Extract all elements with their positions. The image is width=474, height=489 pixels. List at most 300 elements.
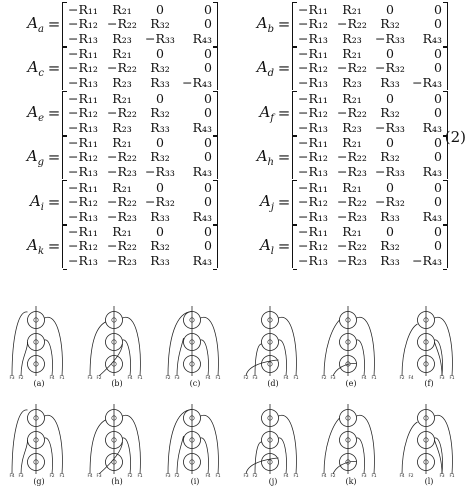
matrix-entry: R₃₃ <box>380 74 400 90</box>
matrix-entry: −R₃₃ <box>375 119 405 135</box>
matrix-entry: 0 <box>204 1 212 17</box>
matrix-subscript: j <box>270 201 274 213</box>
equals-sign: = <box>277 15 291 33</box>
matrix-row <box>67 224 213 239</box>
equals-sign: = <box>47 104 61 122</box>
tendon <box>357 340 365 376</box>
tendon-label: F2 <box>408 473 414 478</box>
equals-sign: = <box>277 104 291 122</box>
tendon-label: F3 <box>174 375 180 380</box>
matrix-entry: −R₁₁ <box>298 45 328 61</box>
matrix-entry: −R₂₂ <box>107 16 137 32</box>
matrix-row <box>67 31 213 46</box>
tendon-label: F2 <box>399 375 405 380</box>
panel-label: (b) <box>111 379 123 388</box>
matrix-entry: R₃₃ <box>380 208 400 224</box>
matrix-entry: 0 <box>434 238 442 254</box>
equals-sign: = <box>47 15 61 33</box>
matrix-entry: −R₂₃ <box>107 208 137 224</box>
tendon-label: F1 <box>293 375 299 380</box>
matrix-symbol: A <box>26 146 38 165</box>
tendon-label: F4 <box>399 473 405 478</box>
matrix-name <box>230 58 276 79</box>
matrix-entry: −R₁₂ <box>298 238 328 254</box>
matrix-subscript: h <box>267 156 274 168</box>
tendon-label: F1 <box>59 473 65 478</box>
routing-diagram <box>320 396 382 478</box>
matrix-brackets <box>292 46 448 90</box>
matrix-row <box>297 224 443 239</box>
matrix-brackets <box>62 2 218 46</box>
tendon-label: F3 <box>439 375 445 380</box>
tendon <box>45 415 63 474</box>
matrix-entry: 0 <box>156 223 164 239</box>
matrix-row <box>67 150 213 165</box>
matrix-entry: R₄₃ <box>192 252 212 268</box>
tendon-label: F3 <box>96 473 102 478</box>
matrix-brackets <box>292 180 448 224</box>
tendon-label: F3 <box>252 375 258 380</box>
matrix-entry: R₂₁ <box>342 134 362 150</box>
matrix-entry: R₃₂ <box>150 105 170 121</box>
matrix-entry: 0 <box>434 45 442 61</box>
matrix-entry: −R₁₃ <box>68 163 98 179</box>
tendon <box>279 317 297 376</box>
matrix-entry: R₃₂ <box>380 16 400 32</box>
matrix-entry: −R₁₁ <box>298 134 328 150</box>
tendon <box>45 340 53 376</box>
matrix-entry: 0 <box>386 134 394 150</box>
matrix-entry: −R₁₃ <box>68 74 98 90</box>
tendon <box>357 438 365 474</box>
tendon <box>21 342 28 376</box>
matrix-entry: R₂₁ <box>112 45 132 61</box>
equals-sign: = <box>47 148 61 166</box>
matrix-name <box>0 14 46 35</box>
tendon-label: F1 <box>293 473 299 478</box>
matrix-g <box>0 135 218 179</box>
matrix-entry: −R₁₃ <box>68 208 98 224</box>
matrix-entry: −R₁₂ <box>68 105 98 121</box>
routing-diagram <box>86 298 148 380</box>
matrix-a <box>0 2 218 46</box>
matrix-subscript: g <box>37 156 44 168</box>
tendon-label: F4 <box>9 473 15 478</box>
matrix-entry: R₂₃ <box>342 30 362 46</box>
matrix-d <box>230 46 448 90</box>
matrix-row <box>67 2 213 17</box>
tendon <box>177 436 184 474</box>
matrix-entry: −R₁₃ <box>298 74 328 90</box>
matrix-symbol: A <box>29 191 41 210</box>
panel-label: (j) <box>268 477 278 486</box>
matrix-subscript: e <box>38 112 44 124</box>
tendon <box>168 410 192 475</box>
matrix-entry: −R₂₃ <box>337 252 367 268</box>
matrix-symbol: A <box>27 102 39 121</box>
tendon <box>168 312 192 377</box>
matrix-row <box>297 120 443 135</box>
tendon-label: F4 <box>205 375 211 380</box>
matrix-entry: 0 <box>386 45 394 61</box>
matrix-entry: R₄₃ <box>422 30 442 46</box>
matrix-entry: −R₂₂ <box>107 194 137 210</box>
tendon-label: F3 <box>243 473 249 478</box>
matrix-entry: 0 <box>204 223 212 239</box>
matrix-entry: R₄₃ <box>422 119 442 135</box>
matrix-entry: 0 <box>156 90 164 106</box>
matrix-brackets <box>62 224 218 268</box>
routing-panel <box>164 396 226 489</box>
tendon-label: F2 <box>321 375 327 380</box>
matrix-entry: 0 <box>434 1 442 17</box>
matrix-entry: 0 <box>156 45 164 61</box>
matrix-row <box>67 17 213 32</box>
matrix-entry: −R₁₁ <box>68 45 98 61</box>
matrix-entry: R₂₃ <box>342 119 362 135</box>
matrix-entry: R₃₂ <box>150 16 170 32</box>
matrix-entry: R₂₁ <box>112 1 132 17</box>
tendon-label: F2 <box>243 375 249 380</box>
routing-diagram <box>398 298 460 380</box>
matrix-entry: −R₁₃ <box>298 252 328 268</box>
tendon-label: F4 <box>283 375 289 380</box>
matrix-symbol: A <box>256 13 268 32</box>
matrix-entry: R₃₃ <box>380 252 400 268</box>
matrix-entry: −R₃₃ <box>375 30 405 46</box>
routing-diagram <box>242 298 304 380</box>
matrix-name <box>0 147 46 168</box>
matrix-entry: −R₂₃ <box>107 163 137 179</box>
matrix-entry: 0 <box>204 105 212 121</box>
matrix-entry: −R₁₃ <box>298 208 328 224</box>
matrix-entry: −R₁₁ <box>68 179 98 195</box>
matrix-symbol: A <box>27 57 39 76</box>
matrix-entry: −R₂₂ <box>107 105 137 121</box>
tendon <box>255 442 262 474</box>
matrix-subscript: l <box>270 245 274 257</box>
matrix-entry: 0 <box>386 179 394 195</box>
tendon <box>12 312 28 376</box>
matrix-row <box>67 180 213 195</box>
routing-panel <box>320 396 382 489</box>
matrix-row <box>297 239 443 254</box>
matrix-entry: −R₁₁ <box>298 1 328 17</box>
matrix-name <box>230 14 276 35</box>
matrix-subscript: a <box>38 23 44 35</box>
tendon <box>123 340 131 376</box>
panel-label: (f) <box>424 379 434 388</box>
matrix-entry: −R₃₂ <box>145 194 175 210</box>
matrix-entry: 0 <box>204 179 212 195</box>
matrix-entry: R₃₂ <box>150 60 170 76</box>
tendon-label: F1 <box>449 473 455 478</box>
tendon <box>201 438 209 474</box>
matrix-entry: 0 <box>386 1 394 17</box>
matrix-entry: −R₁₂ <box>68 194 98 210</box>
tendon <box>279 340 287 376</box>
tendon-label: F2 <box>252 473 258 478</box>
routing-diagram <box>320 298 382 380</box>
matrix-entry: −R₁₃ <box>298 30 328 46</box>
matrix-entry: R₂₃ <box>112 30 132 46</box>
tendon-label: F3 <box>9 375 15 380</box>
matrix-entry: R₂₁ <box>342 223 362 239</box>
matrix-entry: 0 <box>204 238 212 254</box>
matrix-entry: 0 <box>204 194 212 210</box>
tendon-label: F1 <box>215 375 221 380</box>
matrix-name <box>230 236 276 257</box>
panel-label: (h) <box>111 477 123 486</box>
tendon-label: F4 <box>127 375 133 380</box>
matrix-row <box>297 91 443 106</box>
matrix-entry: 0 <box>204 16 212 32</box>
matrix-row <box>297 195 443 210</box>
matrix-symbol: A <box>260 191 271 210</box>
matrix-entry: −R₁₁ <box>298 223 328 239</box>
matrix-entry: R₂₁ <box>112 179 132 195</box>
tendon <box>435 342 443 376</box>
matrix-entry: R₃₂ <box>150 149 170 165</box>
tendon-label: F1 <box>59 375 65 380</box>
matrix-entry: −R₂₂ <box>337 60 367 76</box>
matrix-entry: −R₄₃ <box>182 74 212 90</box>
matrix-entry: R₄₃ <box>192 208 212 224</box>
matrix-entry: 0 <box>204 134 212 150</box>
matrix-entry: −R₁₂ <box>68 60 98 76</box>
tendon <box>123 317 141 376</box>
matrix-brackets <box>292 2 448 46</box>
routing-panel <box>8 298 70 393</box>
tendon <box>357 415 375 474</box>
tendon-label: F3 <box>330 375 336 380</box>
matrix-entry: R₂₁ <box>342 1 362 17</box>
matrix-symbol: A <box>27 13 39 32</box>
panel-label: (l) <box>424 477 434 486</box>
matrix-entry: R₃₃ <box>150 119 170 135</box>
matrix-entry: −R₁₂ <box>298 194 328 210</box>
routing-panel <box>86 298 148 393</box>
matrix-entry: −R₁₁ <box>298 179 328 195</box>
equals-sign: = <box>277 148 291 166</box>
matrix-row <box>67 91 213 106</box>
matrix-h <box>230 135 448 179</box>
matrix-entry: 0 <box>204 149 212 165</box>
matrix-row <box>297 75 443 90</box>
matrix-entry: −R₃₂ <box>375 60 405 76</box>
matrix-entry: −R₃₃ <box>145 30 175 46</box>
matrix-entry: −R₂₃ <box>107 252 137 268</box>
tendon-label: F2 <box>330 473 336 478</box>
matrix-entry: −R₁₂ <box>68 149 98 165</box>
tendon <box>201 317 219 376</box>
tendon-label: F3 <box>87 375 93 380</box>
matrix-name <box>230 147 276 168</box>
matrix-row <box>67 46 213 61</box>
tendon-label: F1 <box>371 473 377 478</box>
matrix-entry: 0 <box>386 223 394 239</box>
matrix-entry: −R₁₂ <box>298 16 328 32</box>
routing-diagram <box>164 396 226 478</box>
routing-diagram <box>8 396 70 478</box>
matrix-entry: −R₃₃ <box>375 163 405 179</box>
matrix-subscript: d <box>267 67 274 79</box>
routing-panel <box>86 396 148 489</box>
matrix-row <box>297 135 443 150</box>
tendon <box>45 438 53 474</box>
matrix-b <box>230 2 448 46</box>
matrix-row <box>67 61 213 76</box>
tendon <box>201 340 209 376</box>
matrix-entry: 0 <box>434 194 442 210</box>
matrix-name <box>0 236 46 257</box>
tendon-label: F2 <box>96 375 102 380</box>
routing-panel <box>398 396 460 489</box>
matrix-symbol: A <box>27 235 38 254</box>
matrix-entry: −R₁₃ <box>298 119 328 135</box>
equation-number: (2) <box>444 128 466 146</box>
matrix-entry: −R₃₃ <box>145 163 175 179</box>
panel-label: (a) <box>33 379 45 388</box>
matrix-entry: R₃₃ <box>150 252 170 268</box>
matrix-name <box>230 192 276 213</box>
matrix-row <box>297 180 443 195</box>
equals-sign: = <box>47 193 61 211</box>
matrix-entry: R₄₃ <box>192 30 212 46</box>
tendon-label: F2 <box>174 473 180 478</box>
matrix-entry: −R₂₂ <box>337 194 367 210</box>
matrix-k <box>0 224 218 268</box>
matrix-l <box>230 224 448 268</box>
matrix-entry: 0 <box>204 45 212 61</box>
matrix-entry: −R₁₁ <box>68 134 98 150</box>
tendon <box>279 415 297 474</box>
routing-diagram <box>398 396 460 478</box>
matrix-entry: 0 <box>156 1 164 17</box>
matrix-subscript: f <box>270 112 274 124</box>
matrix-entry: R₄₃ <box>192 119 212 135</box>
equals-sign: = <box>277 237 291 255</box>
matrix-entry: R₄₃ <box>422 163 442 179</box>
matrix-subscript: k <box>37 245 44 257</box>
matrix-entry: 0 <box>434 179 442 195</box>
tendon-label: F4 <box>49 375 55 380</box>
matrix-entry: −R₂₃ <box>337 208 367 224</box>
tendon-label: F4 <box>283 473 289 478</box>
matrix-entry: −R₂₃ <box>337 163 367 179</box>
matrix-entry: R₄₃ <box>192 163 212 179</box>
tendon-label: F4 <box>205 473 211 478</box>
matrix-entry: 0 <box>156 134 164 150</box>
matrix-row <box>297 17 443 32</box>
matrix-entry: 0 <box>434 16 442 32</box>
matrix-brackets <box>62 91 218 135</box>
matrix-entry: R₂₁ <box>112 90 132 106</box>
matrix-entry: −R₄₃ <box>412 74 442 90</box>
tendon <box>279 438 287 474</box>
tendon-label: F1 <box>137 375 143 380</box>
matrix-entry: −R₂₂ <box>107 149 137 165</box>
tendon-routing-figure <box>0 298 474 489</box>
matrix-entry: 0 <box>434 105 442 121</box>
equals-sign: = <box>277 59 291 77</box>
tendon-label: F4 <box>87 473 93 478</box>
matrix-row <box>297 31 443 46</box>
matrix-i <box>0 180 218 224</box>
routing-panel <box>242 396 304 489</box>
tendon-label: F3 <box>439 473 445 478</box>
matrix-entry: −R₂₂ <box>337 149 367 165</box>
matrix-entry: 0 <box>204 90 212 106</box>
matrix-symbol: A <box>259 102 271 121</box>
matrix-row <box>67 164 213 179</box>
panel-label: (i) <box>190 477 200 486</box>
matrix-entry: −R₁₂ <box>68 16 98 32</box>
tendon <box>90 420 106 474</box>
matrix-row <box>67 75 213 90</box>
matrix-entry: −R₂₂ <box>337 238 367 254</box>
matrix-entry: R₂₃ <box>112 74 132 90</box>
matrix-subscript: i <box>40 201 44 213</box>
matrix-entry: R₂₁ <box>342 179 362 195</box>
tendon <box>12 410 28 474</box>
matrix-row <box>67 120 213 135</box>
matrix-entry: −R₁₂ <box>68 238 98 254</box>
matrix-row <box>67 135 213 150</box>
panel-label: (g) <box>33 477 45 486</box>
equals-sign: = <box>47 237 61 255</box>
routing-panel <box>164 298 226 393</box>
panel-label: (k) <box>345 477 357 486</box>
matrix-row <box>67 106 213 121</box>
tendon-label: F3 <box>18 473 24 478</box>
matrix-entry: −R₂₂ <box>337 16 367 32</box>
matrix-row <box>297 61 443 76</box>
matrix-subscript: b <box>267 23 274 35</box>
matrix-entry: R₂₁ <box>342 90 362 106</box>
matrix-f <box>230 91 448 135</box>
matrix-entry: R₂₁ <box>342 45 362 61</box>
tendon-label: F2 <box>127 473 133 478</box>
tendon <box>255 344 262 376</box>
routing-panel <box>398 298 460 393</box>
tendon <box>21 440 28 474</box>
matrix-entry: R₃₂ <box>380 238 400 254</box>
tendon-label: F2 <box>49 473 55 478</box>
tendon-label: F3 <box>165 473 171 478</box>
matrix-entry: R₃₂ <box>380 105 400 121</box>
tendon <box>402 324 418 376</box>
matrix-row <box>297 164 443 179</box>
matrix-row <box>297 150 443 165</box>
matrix-row <box>297 2 443 17</box>
routing-diagram <box>8 298 70 380</box>
equals-sign: = <box>277 193 291 211</box>
matrix-entry: −R₁₁ <box>68 90 98 106</box>
tendon <box>201 415 219 474</box>
matrix-brackets <box>292 224 448 268</box>
routing-panel <box>320 298 382 393</box>
matrix-entry: 0 <box>434 90 442 106</box>
matrix-entry: R₃₂ <box>150 238 170 254</box>
tendon <box>402 422 418 474</box>
equals-sign: = <box>47 59 61 77</box>
tendon-label: F2 <box>18 375 24 380</box>
matrix-entry: 0 <box>386 90 394 106</box>
matrix-row <box>297 106 443 121</box>
tendon-label: F4 <box>321 473 327 478</box>
tendon-label: F1 <box>215 473 221 478</box>
